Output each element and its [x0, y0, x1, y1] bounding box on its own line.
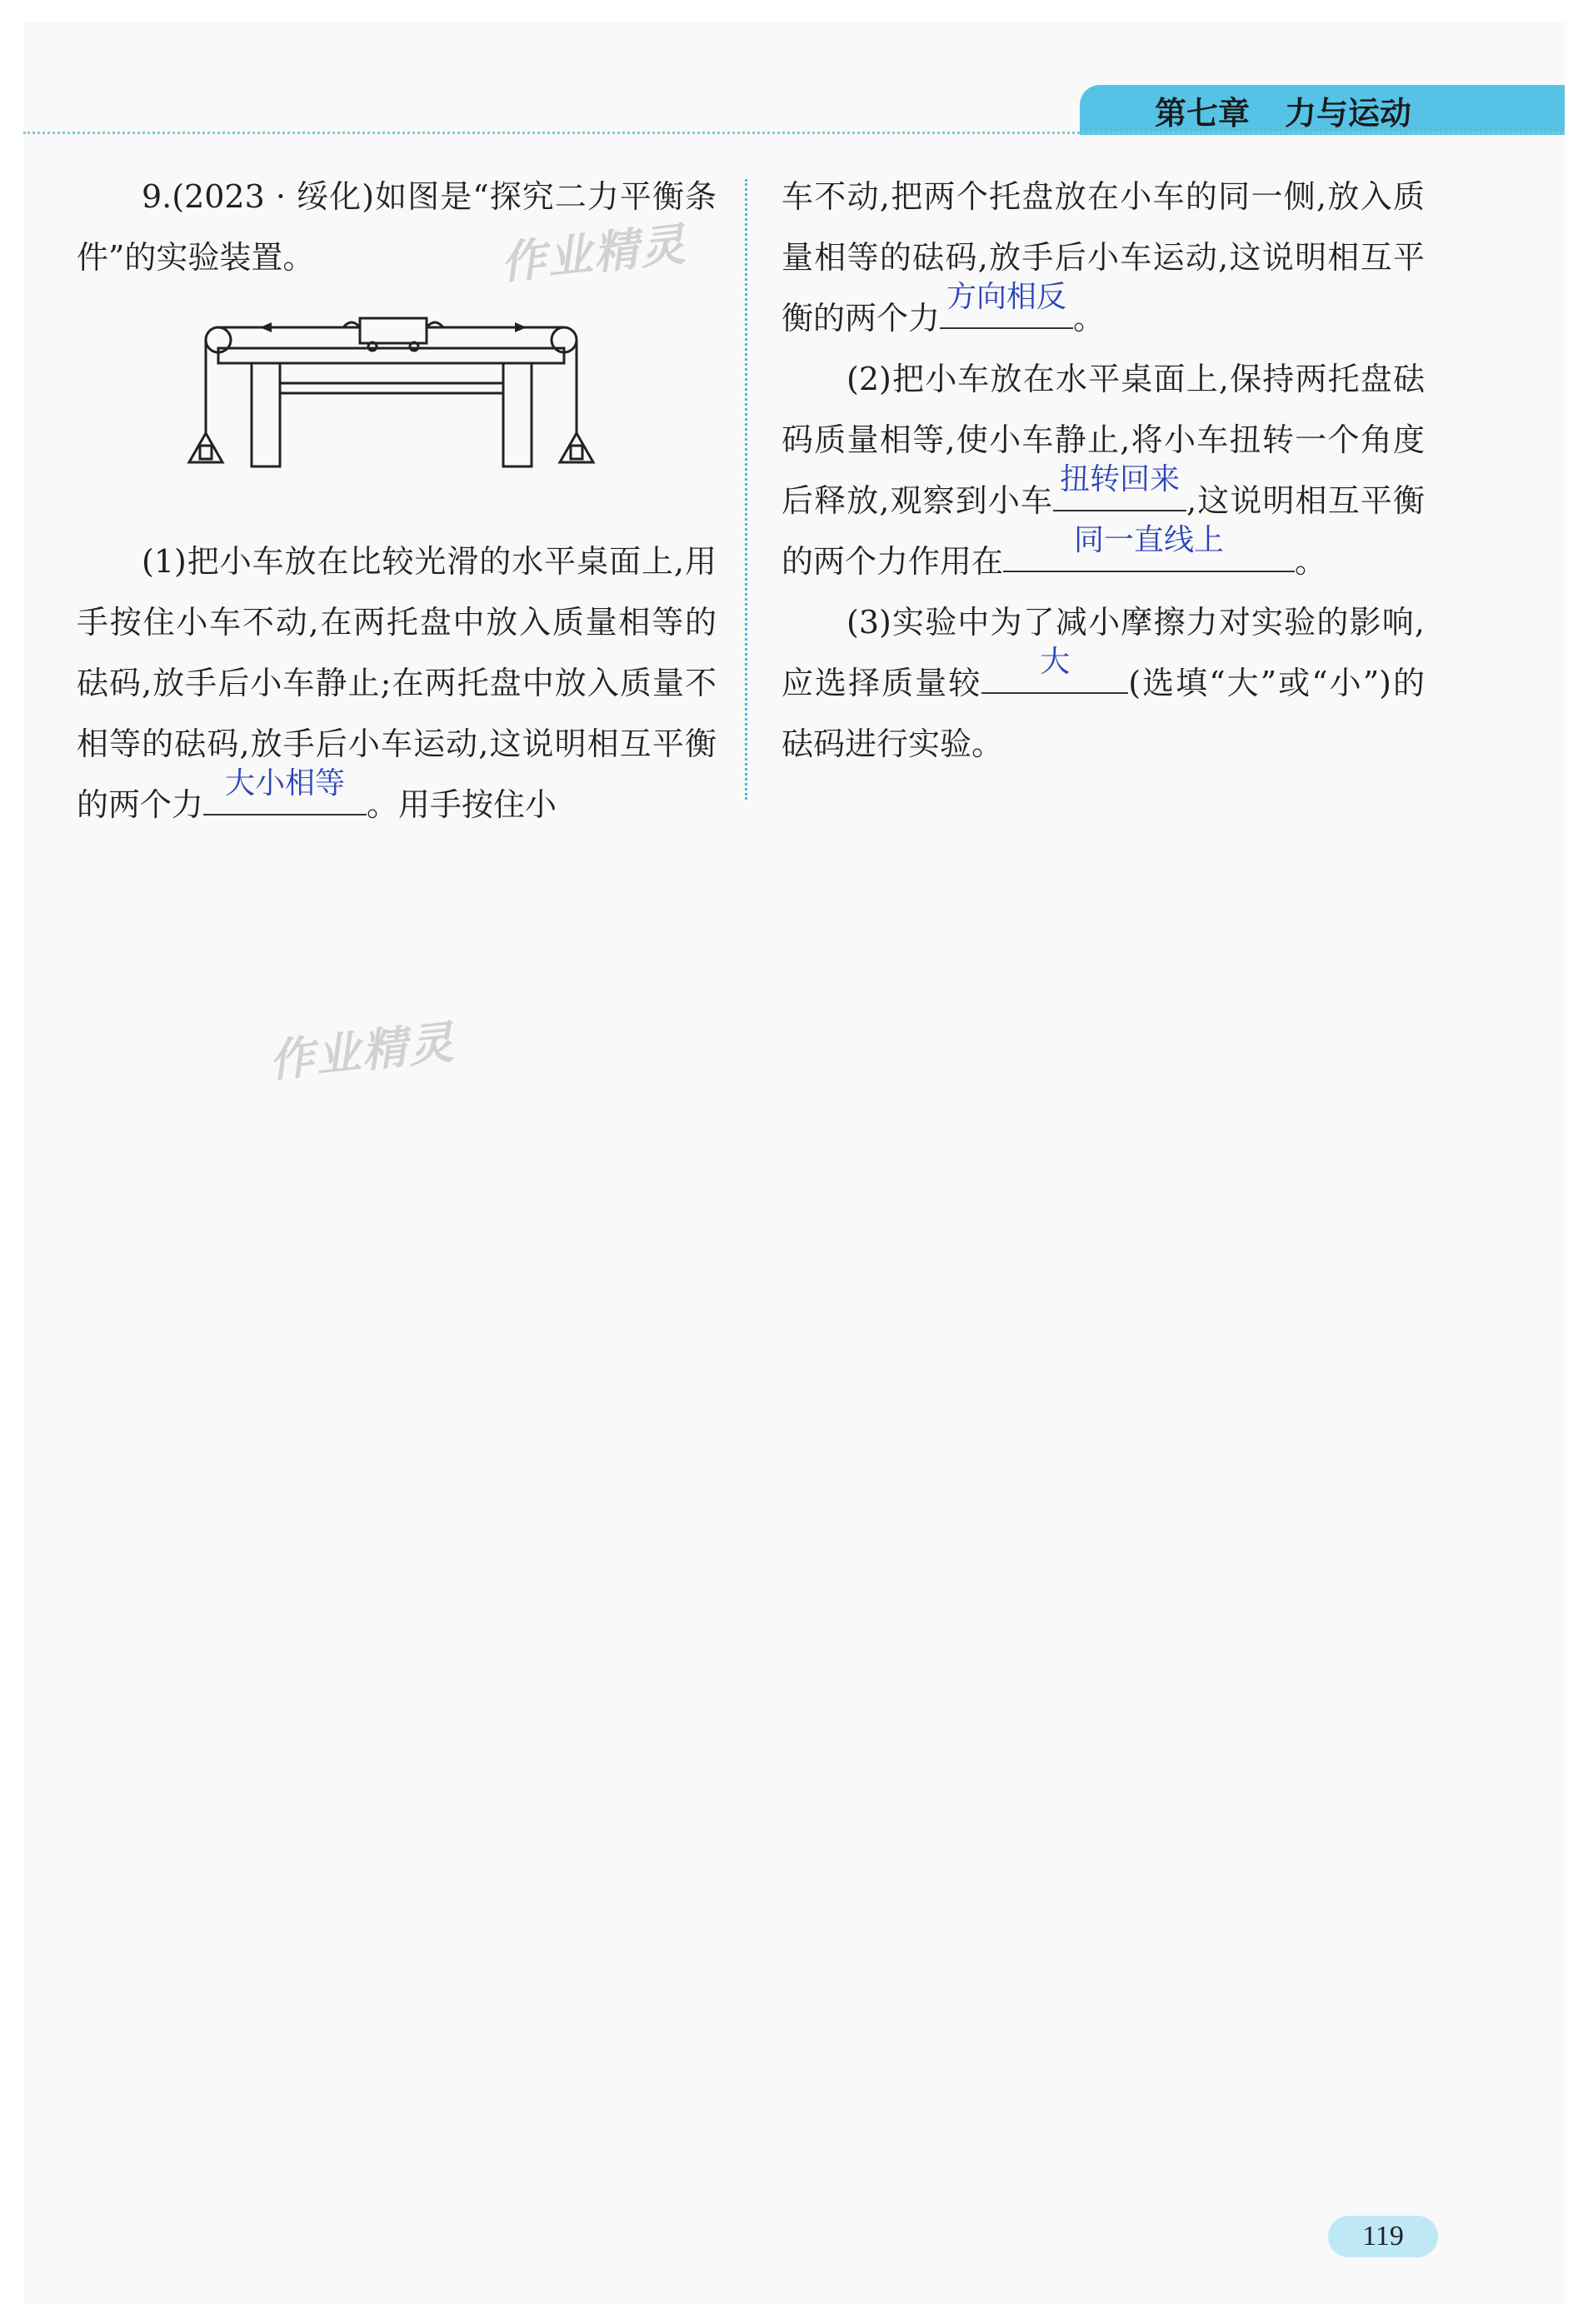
arrow-right — [515, 322, 527, 332]
watermark: 作业精灵 — [497, 217, 690, 290]
answer-text-2: 方向相反 — [946, 280, 1067, 314]
answer-blank-1 — [203, 766, 367, 815]
question-number-source: 9.(2023 · 绥化) — [142, 178, 375, 215]
part1-text-b-left: 。用手按住小 — [367, 786, 557, 823]
table-top — [218, 348, 564, 363]
arrow-left — [260, 322, 272, 332]
chapter-title: 力与运动 — [1285, 94, 1412, 132]
chapter-number: 第七章 — [1155, 94, 1251, 132]
chapter-header-tab — [1080, 85, 1565, 135]
part2-text-c: 。 — [1295, 543, 1327, 580]
header-dotted-rule — [23, 132, 1565, 134]
cart — [360, 318, 427, 343]
left-column — [77, 167, 717, 835]
right-column — [782, 167, 1425, 775]
answer-text-5: 大 — [1040, 645, 1071, 679]
part1-text-a: (1)把小车放在比较光滑的水平桌面上,用手按住小车不动,在两托盘中放入质量相等的砝码,放手后小车静止;在两托盘中放入质量不相等的砝码,放手后小车运动,这说明相互平衡的两个力 — [77, 543, 717, 823]
answer-blank-5 — [981, 645, 1128, 694]
page-number: 119 — [1328, 2216, 1438, 2257]
part3-text-a: (3)实验中为了减小摩擦力对实验的影响,应选择质量较 — [782, 604, 1425, 701]
question-part-1 — [77, 531, 717, 835]
part1-text-b-right: 车不动,把两个托盘放在小车的同一侧,放入质量相等的砝码,放手后小车运动,这说明相互平衡的两个力 — [782, 178, 1425, 337]
answer-blank-3 — [1053, 462, 1186, 511]
question-part-2 — [782, 349, 1425, 592]
weight-left — [200, 446, 212, 459]
answer-text-1: 大小相等 — [225, 766, 346, 800]
part1-text-c: 。 — [1073, 300, 1106, 337]
part2-text-b: ,这说明相互平衡的两个力作用在 — [782, 482, 1425, 580]
experiment-apparatus-figure — [185, 300, 602, 475]
question-part-1-continued — [782, 167, 1425, 349]
answer-blank-4 — [1003, 523, 1295, 572]
part2-text-a: (2)把小车放在水平桌面上,保持两托盘砝码质量相等,使小车静止,将小车扭转一个角度后释放,观察到小车 — [782, 361, 1425, 519]
answer-blank-2 — [940, 280, 1073, 329]
question-part-3 — [782, 592, 1425, 775]
answer-text-4: 同一直线上 — [1074, 523, 1225, 557]
watermark: 作业精灵 — [266, 1015, 458, 1088]
column-divider — [745, 179, 747, 800]
answer-text-3: 扭转回来 — [1060, 462, 1181, 496]
weight-right — [571, 446, 582, 459]
part3-text-b: (选填“大”或“小”)的砝码进行实验。 — [782, 665, 1425, 762]
table-leg-left — [252, 363, 280, 466]
question-intro — [77, 167, 717, 288]
table-leg-right — [503, 363, 532, 466]
question-intro-text: 如图是“探究二力平衡条件”的实验装置。 — [77, 178, 717, 276]
